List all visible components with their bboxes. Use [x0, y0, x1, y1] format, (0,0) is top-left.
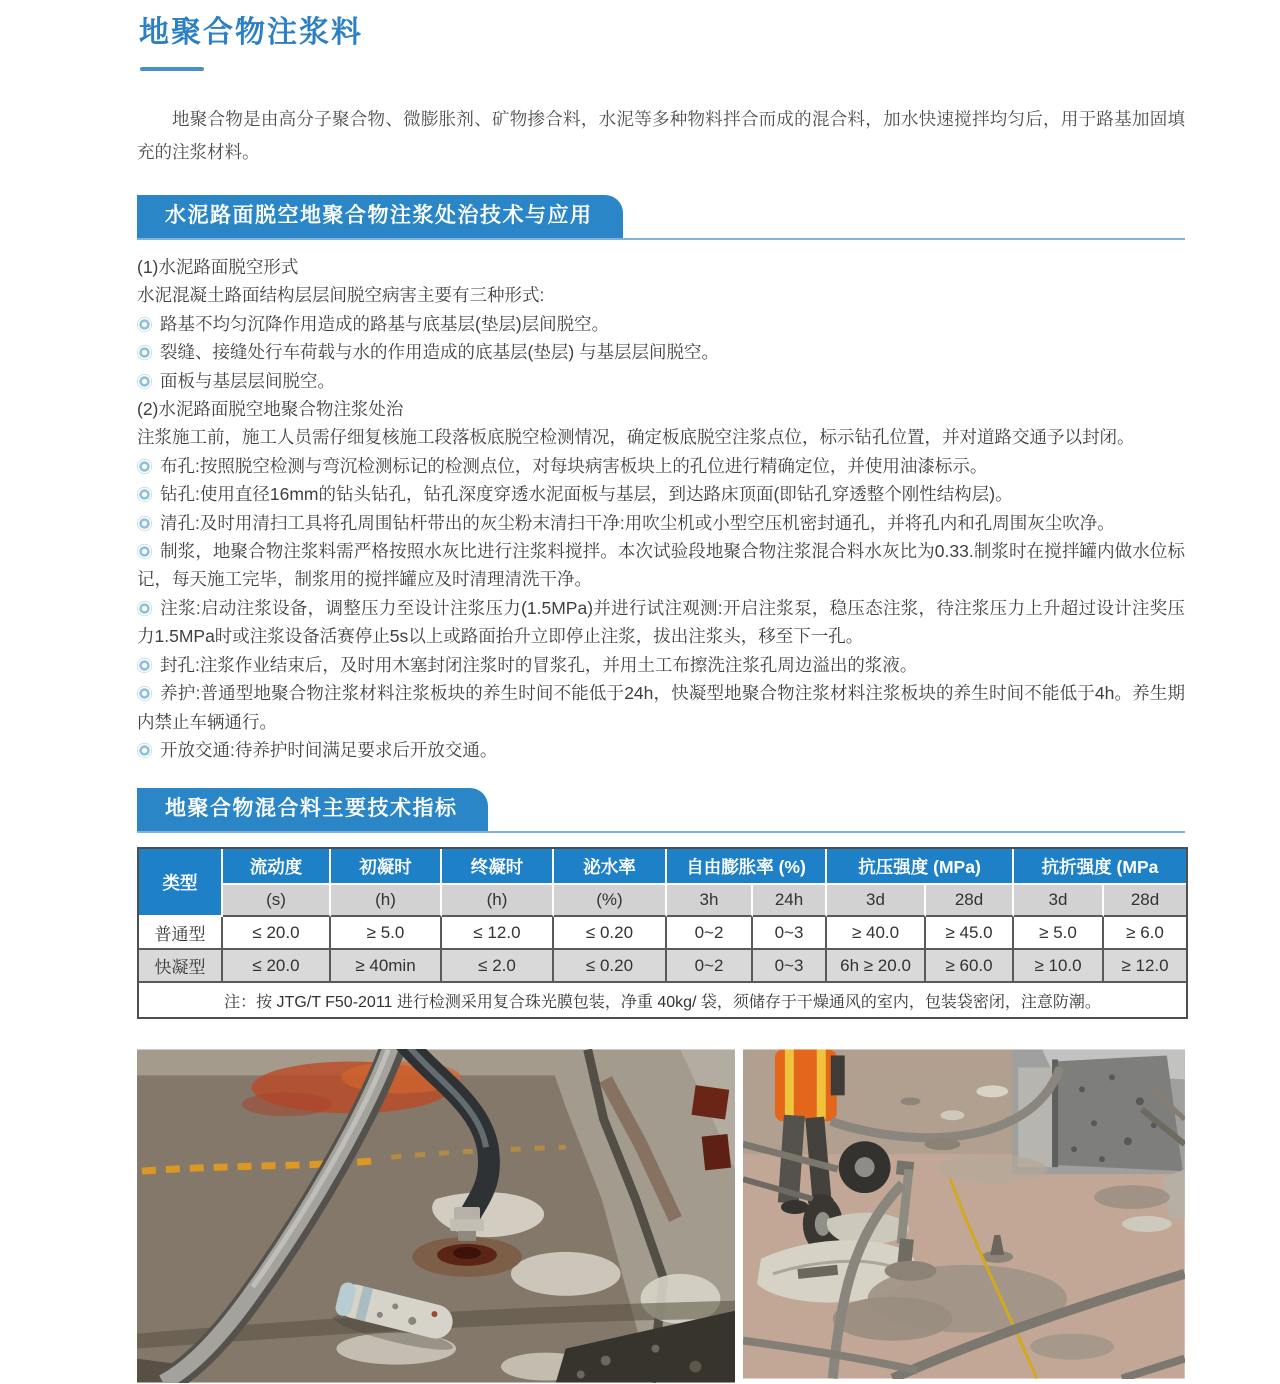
section1-banner-rule — [137, 195, 1185, 240]
table-subheader-cell: 3d — [1014, 885, 1104, 917]
table-row — [139, 917, 1186, 950]
table-header-cell: 抗折强度 (MPa — [1014, 849, 1186, 885]
title-underline — [140, 67, 204, 71]
table-note-row — [139, 983, 1186, 1017]
paragraph-text: 路基不均匀沉降作用造成的路基与底基层(垫层)层间脱空。 — [160, 313, 610, 334]
section2-banner-rule — [137, 788, 1185, 833]
table-cell: ≤ 0.20 — [554, 950, 667, 983]
bullet-paragraph — [137, 537, 1185, 594]
table-cell: ≥ 45.0 — [926, 917, 1014, 950]
table-header-cell: 抗压强度 (MPa) — [827, 849, 1014, 885]
table-subheader-cell: (%) — [554, 885, 667, 917]
bullet-paragraph — [137, 736, 1185, 764]
table-cell: ≥ 10.0 — [1014, 950, 1104, 983]
spec-table — [137, 847, 1188, 1019]
paragraph-text: 清孔:及时用清扫工具将孔周围钻杆带出的灰尘粉末清扫干净:用吹尘机或小型空压机密封通孔，并将孔内和孔周围灰尘吹净。 — [160, 512, 1115, 533]
table-cell: ≥ 60.0 — [926, 950, 1014, 983]
table-subheader-cell: (h) — [331, 885, 442, 917]
intro-paragraph: 地聚合物是由高分子聚合物、微膨胀剂、矿物掺合料，水泥等多种物料拌合而成的混合料，加水快速搅拌均匀后，用于路基加固填充的注浆材料。 — [137, 109, 1185, 162]
table-header-cell: 流动度 — [223, 849, 331, 885]
bullet-paragraph — [137, 509, 1185, 537]
photo-strip — [137, 1049, 1185, 1383]
bullet-icon — [137, 601, 152, 616]
paragraph — [137, 423, 1185, 451]
table-cell: ≤ 0.20 — [554, 917, 667, 950]
bullet-paragraph — [137, 679, 1185, 736]
bullet-paragraph — [137, 651, 1185, 679]
table-cell: 0~3 — [753, 917, 827, 950]
paragraph-text: 注浆:启动注浆设备，调整压力至设计注浆压力(1.5MPa)并进行试注观测:开启注浆泵，稳压态注浆，待注浆压力上升超过设计注奖压力1.5MPa时或注浆设备活赛停止5s以上或路面抬升立即停止注浆，拔出注浆头，移至下一孔。 — [137, 597, 1185, 647]
table-header-cell: 初凝时 — [331, 849, 442, 885]
paragraph-text: 面板与基层层间脱空。 — [160, 370, 335, 391]
table-cell: ≥ 40.0 — [827, 917, 926, 950]
table-header-cell: 自由膨胀率 (%) — [667, 849, 827, 885]
table-subheader-cell: 28d — [926, 885, 1014, 917]
table-subheader-cell: (h) — [442, 885, 554, 917]
bullet-icon — [137, 658, 152, 673]
bullet-paragraph — [137, 367, 1185, 395]
table-cell: ≤ 20.0 — [223, 950, 331, 983]
bullet-icon — [137, 317, 152, 332]
section1-body — [137, 253, 1185, 764]
table-cell: ≤ 2.0 — [442, 950, 554, 983]
bullet-icon — [137, 743, 152, 758]
table-subheader-cell: (s) — [223, 885, 331, 917]
paragraph — [137, 253, 1185, 281]
paragraph-text: (2)水泥路面脱空地聚合物注浆处治 — [137, 399, 404, 420]
table-cell: ≥ 5.0 — [331, 917, 442, 950]
table-cell: ≤ 20.0 — [223, 917, 331, 950]
table-cell: ≥ 6.0 — [1104, 917, 1186, 950]
bullet-paragraph — [137, 310, 1185, 338]
bullet-paragraph — [137, 480, 1185, 508]
table-cell: 0~3 — [753, 950, 827, 983]
bullet-paragraph — [137, 594, 1185, 651]
bullet-icon — [137, 374, 152, 389]
table-subheader-cell: 24h — [753, 885, 827, 917]
table-cell: ≥ 12.0 — [1104, 950, 1186, 983]
paragraph-text: 钻孔:使用直径16mm的钻头钻孔，钻孔深度穿透水泥面板与基层，到达路床顶面(即钻孔穿透整个刚性结构层)。 — [160, 484, 1013, 505]
table-cell: ≥ 5.0 — [1014, 917, 1104, 950]
bullet-icon — [137, 516, 152, 531]
paragraph-text: 注浆施工前，施工人员需仔细复核施工段落板底脱空检测情况，确定板底脱空注浆点位，标示钻孔位置，并对道路交通予以封闭。 — [137, 427, 1135, 448]
row-type-cell: 普通型 — [139, 917, 223, 950]
bullet-icon — [137, 487, 152, 502]
table-cell: ≤ 12.0 — [442, 917, 554, 950]
table-cell: 0~2 — [667, 917, 753, 950]
section2-banner: 地聚合物混合料主要技术指标 — [137, 788, 488, 831]
grouting-machine — [1013, 1050, 1185, 1175]
paragraph — [137, 395, 1185, 423]
bullet-icon — [137, 345, 152, 360]
table-cell: ≥ 40min — [331, 950, 442, 983]
table-subheader-cell: 3h — [667, 885, 753, 917]
table-header-cell: 泌水率 — [554, 849, 667, 885]
table-header-row — [139, 849, 1186, 885]
bullet-icon — [137, 686, 152, 701]
photo-grouting-hole — [137, 1049, 735, 1383]
document-page — [0, 12, 1280, 1383]
bullet-icon — [137, 544, 152, 559]
section1-banner: 水泥路面脱空地聚合物注浆处治技术与应用 — [137, 195, 623, 238]
paragraph-text: 封孔:注浆作业结束后，及时用木塞封闭注浆时的冒浆孔，并用土工布擦洗注浆孔周边溢出的浆液。 — [160, 654, 918, 675]
table-subheader-cell: 28d — [1104, 885, 1186, 917]
bullet-paragraph — [137, 338, 1185, 366]
paragraph-text: 制浆，地聚合物注浆料需严格按照水灰比进行注浆料搅拌。本次试验段地聚合物注浆混合料水灰比为0.33.制浆时在搅拌罐内做水位标记，每天施工完毕，制浆用的搅拌罐应及时清理清洗干净。 — [137, 541, 1185, 590]
table-subheader-row — [139, 885, 1186, 917]
page-title: 地聚合物注浆料 — [139, 16, 363, 49]
paragraph-text: 水泥混凝土路面结构层层间脱空病害主要有三种形式: — [137, 285, 545, 306]
table-header-cell: 类型 — [139, 849, 223, 917]
paragraph-text: (1)水泥路面脱空形式 — [137, 257, 299, 277]
paragraph-text: 开放交通:待养护时间满足要求后开放交通。 — [160, 739, 498, 760]
photo-grouting-site — [743, 1049, 1185, 1379]
table-cell: 0~2 — [667, 950, 753, 983]
paragraph-text: 布孔:按照脱空检测与弯沉检测标记的检测点位，对每块病害板块上的孔位进行精确定位，并使用油漆标示。 — [160, 455, 988, 476]
table-subheader-cell: 3d — [827, 885, 926, 917]
table-note: 注：按 JTG/T F50-2011 进行检测采用复合珠光膜包装，净重 40kg/ 袋，须储存于干燥通风的室内，包装袋密闭，注意防潮。 — [139, 983, 1186, 1017]
table-cell: 6h ≥ 20.0 — [827, 950, 926, 983]
paragraph — [137, 281, 1185, 309]
bullet-icon — [137, 459, 152, 474]
paragraph-text: 养护:普通型地聚合物注浆材料注浆板块的养生时间不能低于24h，快凝型地聚合物注浆材料注浆板块的养生时间不能低于4h。养生期内禁止车辆通行。 — [137, 683, 1185, 732]
paragraph-text: 裂缝、接缝处行车荷载与水的作用造成的底基层(垫层) 与基层层间脱空。 — [160, 342, 720, 363]
row-type-cell: 快凝型 — [139, 950, 223, 983]
bullet-paragraph — [137, 452, 1185, 480]
table-header-cell: 终凝时 — [442, 849, 554, 885]
table-row — [139, 950, 1186, 983]
